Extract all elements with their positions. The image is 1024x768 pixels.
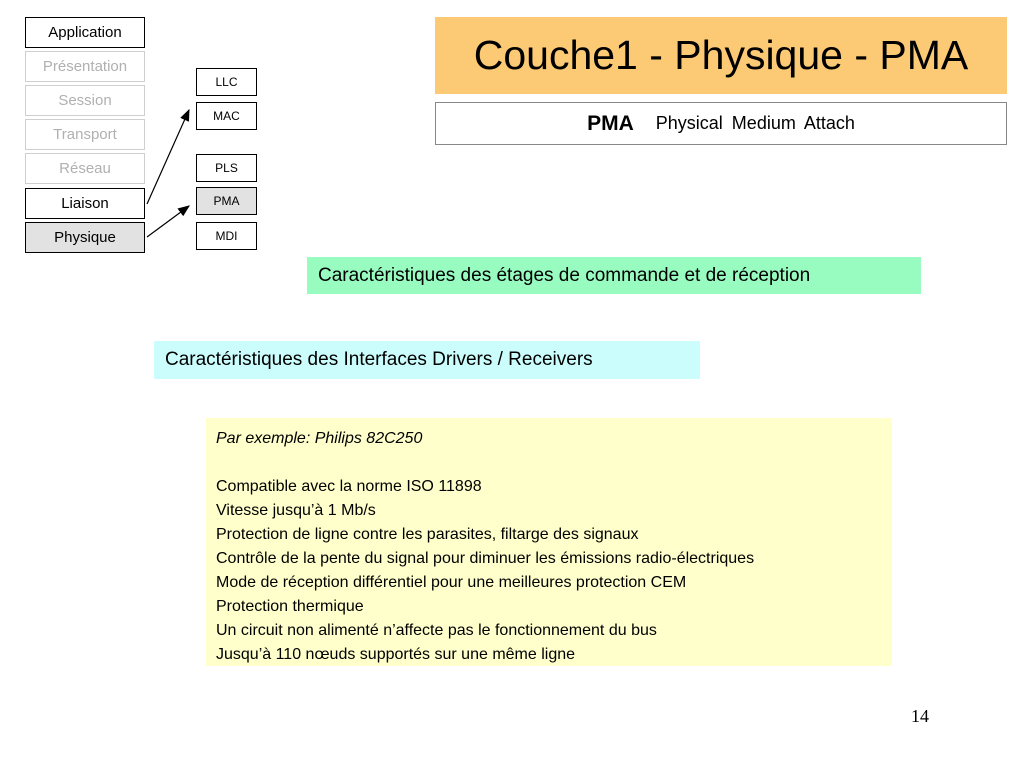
liaison-to-mac-arrow xyxy=(147,110,189,204)
example-item: Protection thermique xyxy=(216,598,364,615)
example-note xyxy=(206,418,892,666)
sublayer-pls: PLS xyxy=(196,154,257,182)
pma-definition xyxy=(435,102,1007,145)
sublayer-mac: MAC xyxy=(196,102,257,130)
osi-layer-session: Session xyxy=(25,85,145,116)
osi-layer-physique: Physique xyxy=(25,222,145,253)
osi-layer-liaison: Liaison xyxy=(25,188,145,219)
example-item: Compatible avec la norme ISO 11898 xyxy=(216,478,482,495)
example-item: Mode de réception différentiel pour une meilleures protection CEM xyxy=(216,574,687,591)
osi-layer-transport: Transport xyxy=(25,119,145,150)
sublayer-mdi: MDI xyxy=(196,222,257,250)
page-title: Couche1 - Physique - PMA xyxy=(435,17,1007,94)
page-number: 14 xyxy=(911,706,929,726)
pma-abbreviation: PMA xyxy=(587,111,634,135)
example-item: Vitesse jusqu’à 1 Mb/s xyxy=(216,502,376,519)
osi-layer-application: Application xyxy=(25,17,145,48)
example-item: Protection de ligne contre les parasites, filtarge des signaux xyxy=(216,526,639,543)
sublayer-llc: LLC xyxy=(196,68,257,96)
pma-full-name: Physical Medium Attach xyxy=(655,113,855,133)
example-item: Jusqu’à 110 nœuds supportés sur une même ligne xyxy=(216,646,576,663)
example-item: Un circuit non alimenté n’affecte pas le fonctionnement du bus xyxy=(216,622,657,639)
osi-layer-reseau: Réseau xyxy=(25,153,145,184)
osi-layer-presentation: Présentation xyxy=(25,51,145,82)
example-item: Contrôle de la pente du signal pour diminuer les émissions radio-électriques xyxy=(216,550,755,567)
example-heading: Par exemple: Philips 82C250 xyxy=(216,430,423,447)
section-control-reception: Caractéristiques des étages de commande et de réception xyxy=(307,257,921,294)
physique-to-pma-arrow xyxy=(147,206,189,237)
sublayer-pma: PMA xyxy=(196,187,257,215)
section-drivers-receivers: Caractéristiques des Interfaces Drivers / Receivers xyxy=(154,341,700,379)
